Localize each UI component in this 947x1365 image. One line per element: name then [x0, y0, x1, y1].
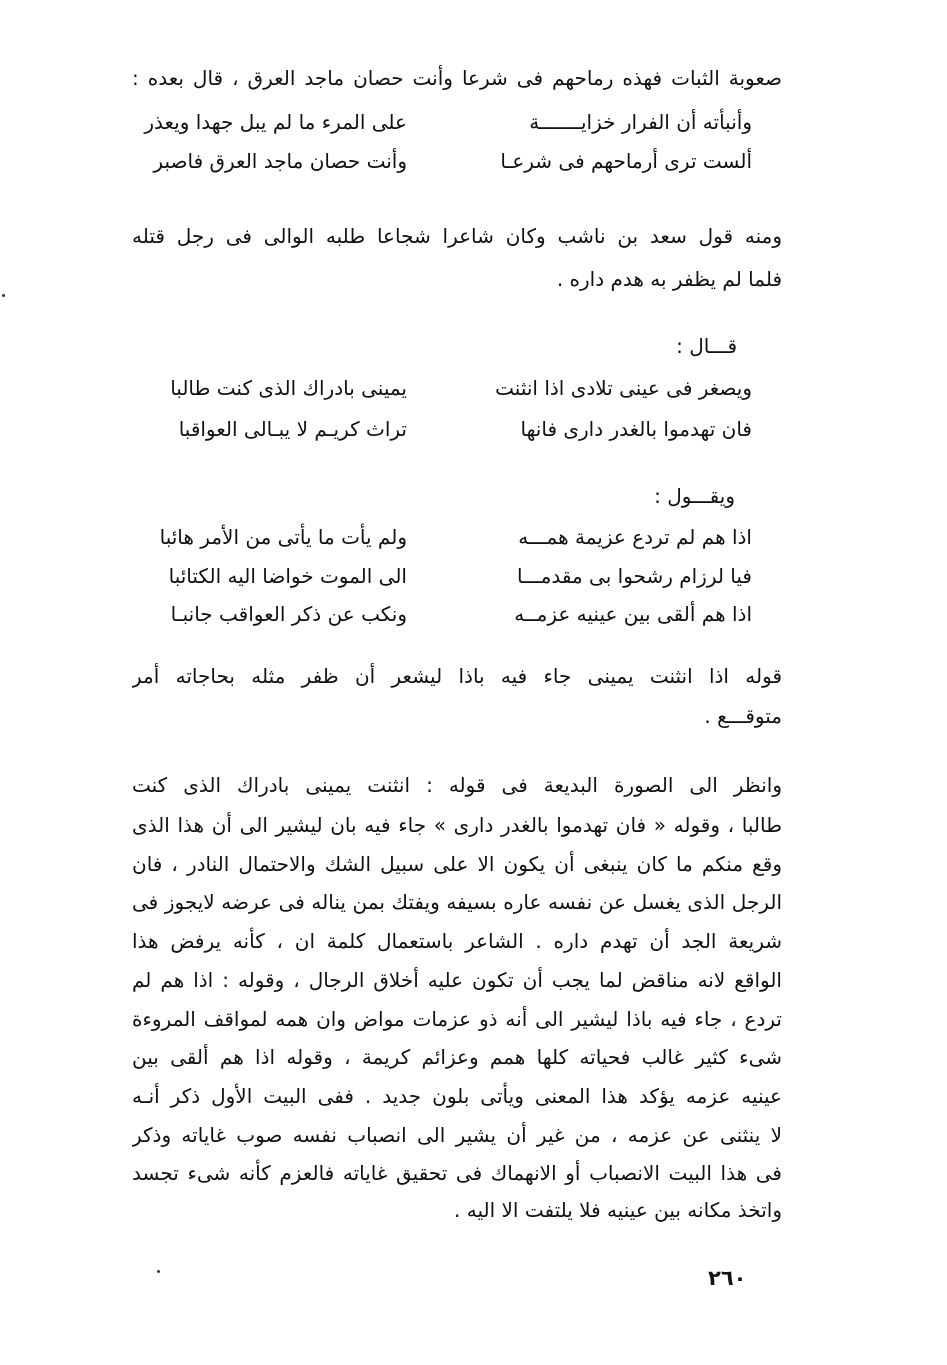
poem1-verse2-first-hemistich: ألست ترى أرماحهم فى شرعـا: [500, 149, 752, 173]
para1-line1: ومنه قول سعد بن ناشب وكان شاعرا شجاعا طلبه الوالى فى رجل قتله: [132, 224, 782, 248]
para3-line9: عينيه عزمه يؤكد هذا المعنى ويأتى بلون جديد . ففى البيت الأول ذكر أنـه: [132, 1084, 782, 1108]
poem3-verse3-first-hemistich: اذا هم ألقى بين عينيه عزمــه: [514, 602, 752, 626]
poem2-verse1-first-hemistich: ويصغر فى عينى تلادى اذا انثنت: [495, 376, 752, 400]
scan-speck: [157, 1270, 160, 1273]
scan-speck: [2, 294, 5, 297]
poem3-verse3-second-hemistich: ونكب عن ذكر العواقب جانبـا: [170, 602, 407, 626]
poem2-verse1-second-hemistich: يمينى بادراك الذى كنت طالبا: [170, 376, 407, 400]
para3-line11: فى هذا البيت الانصباب أو الانهماك فى تحقيق غاياته فالعزم كأنه شىء تجسد: [132, 1161, 782, 1185]
para3-line12: واتخذ مكانه بين عينيه فلا يلتفت الا اليه .: [454, 1198, 782, 1222]
label-qal: قـــال :: [676, 334, 737, 358]
page-number: ٢٦٠: [708, 1266, 747, 1290]
label-yaqul: ويقـــول :: [654, 484, 735, 508]
poem2-verse2-first-hemistich: فان تهدموا بالغدر دارى فانها: [520, 417, 752, 441]
poem3-verse1-second-hemistich: ولم يأت ما يأتى من الأمر هائبا: [159, 525, 407, 549]
poem3-verse1-first-hemistich: اذا هم لم تردع عزيمة همـــه: [518, 525, 752, 549]
poem2-verse2-second-hemistich: تراث كريـم لا يبـالى العواقبا: [178, 417, 407, 441]
para3-line7: تردع ، جاء فيه باذا ليشير الى أنه ذو عزمات مواض وان همه لمواقف المروءة: [132, 1007, 782, 1031]
para3-line6: الواقع لانه مناقض لما يجب أن تكون عليه أخلاق الرجال ، وقوله : اذا هم لم: [132, 968, 782, 992]
para3-line3: وقع منكم ما كان ينبغى أن يكون الا على سبيل الشك والاحتمال النادر ، فان: [132, 852, 782, 876]
poem3-verse2-second-hemistich: الى الموت خواضا اليه الكتائبا: [168, 564, 407, 588]
poem3-verse2-first-hemistich: فيا لرزام رشحوا بى مقدمـــا: [516, 564, 752, 588]
para3-line8: شىء كثير غالب فحياته كلها همم وعزائم كريمة ، وقوله اذا هم ألقى بين: [132, 1045, 782, 1069]
poem1-verse2-second-hemistich: وأنت حصان ماجد العرق فاصبر: [153, 149, 407, 173]
para3-line5: شريعة الجد أن تهدم داره . الشاعر باستعمال كلمة ان ، كأنه يرفض هذا: [132, 929, 782, 953]
para2-line1: قوله اذا انثنت يمينى جاء فيه باذا ليشعر أن ظفر مثله بحاجاته أمر: [132, 664, 782, 688]
para3-line4: الرجل الذى يغسل عن نفسه عاره بسيفه ويفتك بمن يناله فى عرضه لايجوز فى: [132, 890, 782, 914]
poem1-verse1-second-hemistich: على المرء ما لم يبل جهدا ويعذر: [144, 110, 407, 134]
poem1-verse1-first-hemistich: وأنبأته أن الفرار خزايـــــــة: [529, 110, 752, 134]
para3-line2: طالبا ، وقوله « فان تهدموا بالغدر دارى » جاء فيه بان ليشير الى أن هذا الذى: [132, 813, 782, 837]
para2-line2: متوقـــع .: [704, 704, 782, 728]
para1-line2: فلما لم يظفر به هدم داره .: [556, 267, 782, 291]
para3-line1: وانظر الى الصورة البديعة فى قوله : انثنت يمينى بادراك الذى كنت: [132, 773, 782, 797]
para3-line10: لا ينثنى عن عزمه ، من غير أن يشير الى انصباب نفسه صوب غاياته وذكر: [132, 1123, 782, 1147]
intro-line: صعوبة الثبات فهذه رماحهم فى شرعا وأنت حصان ماجد العرق ، قال بعده :: [132, 66, 782, 90]
